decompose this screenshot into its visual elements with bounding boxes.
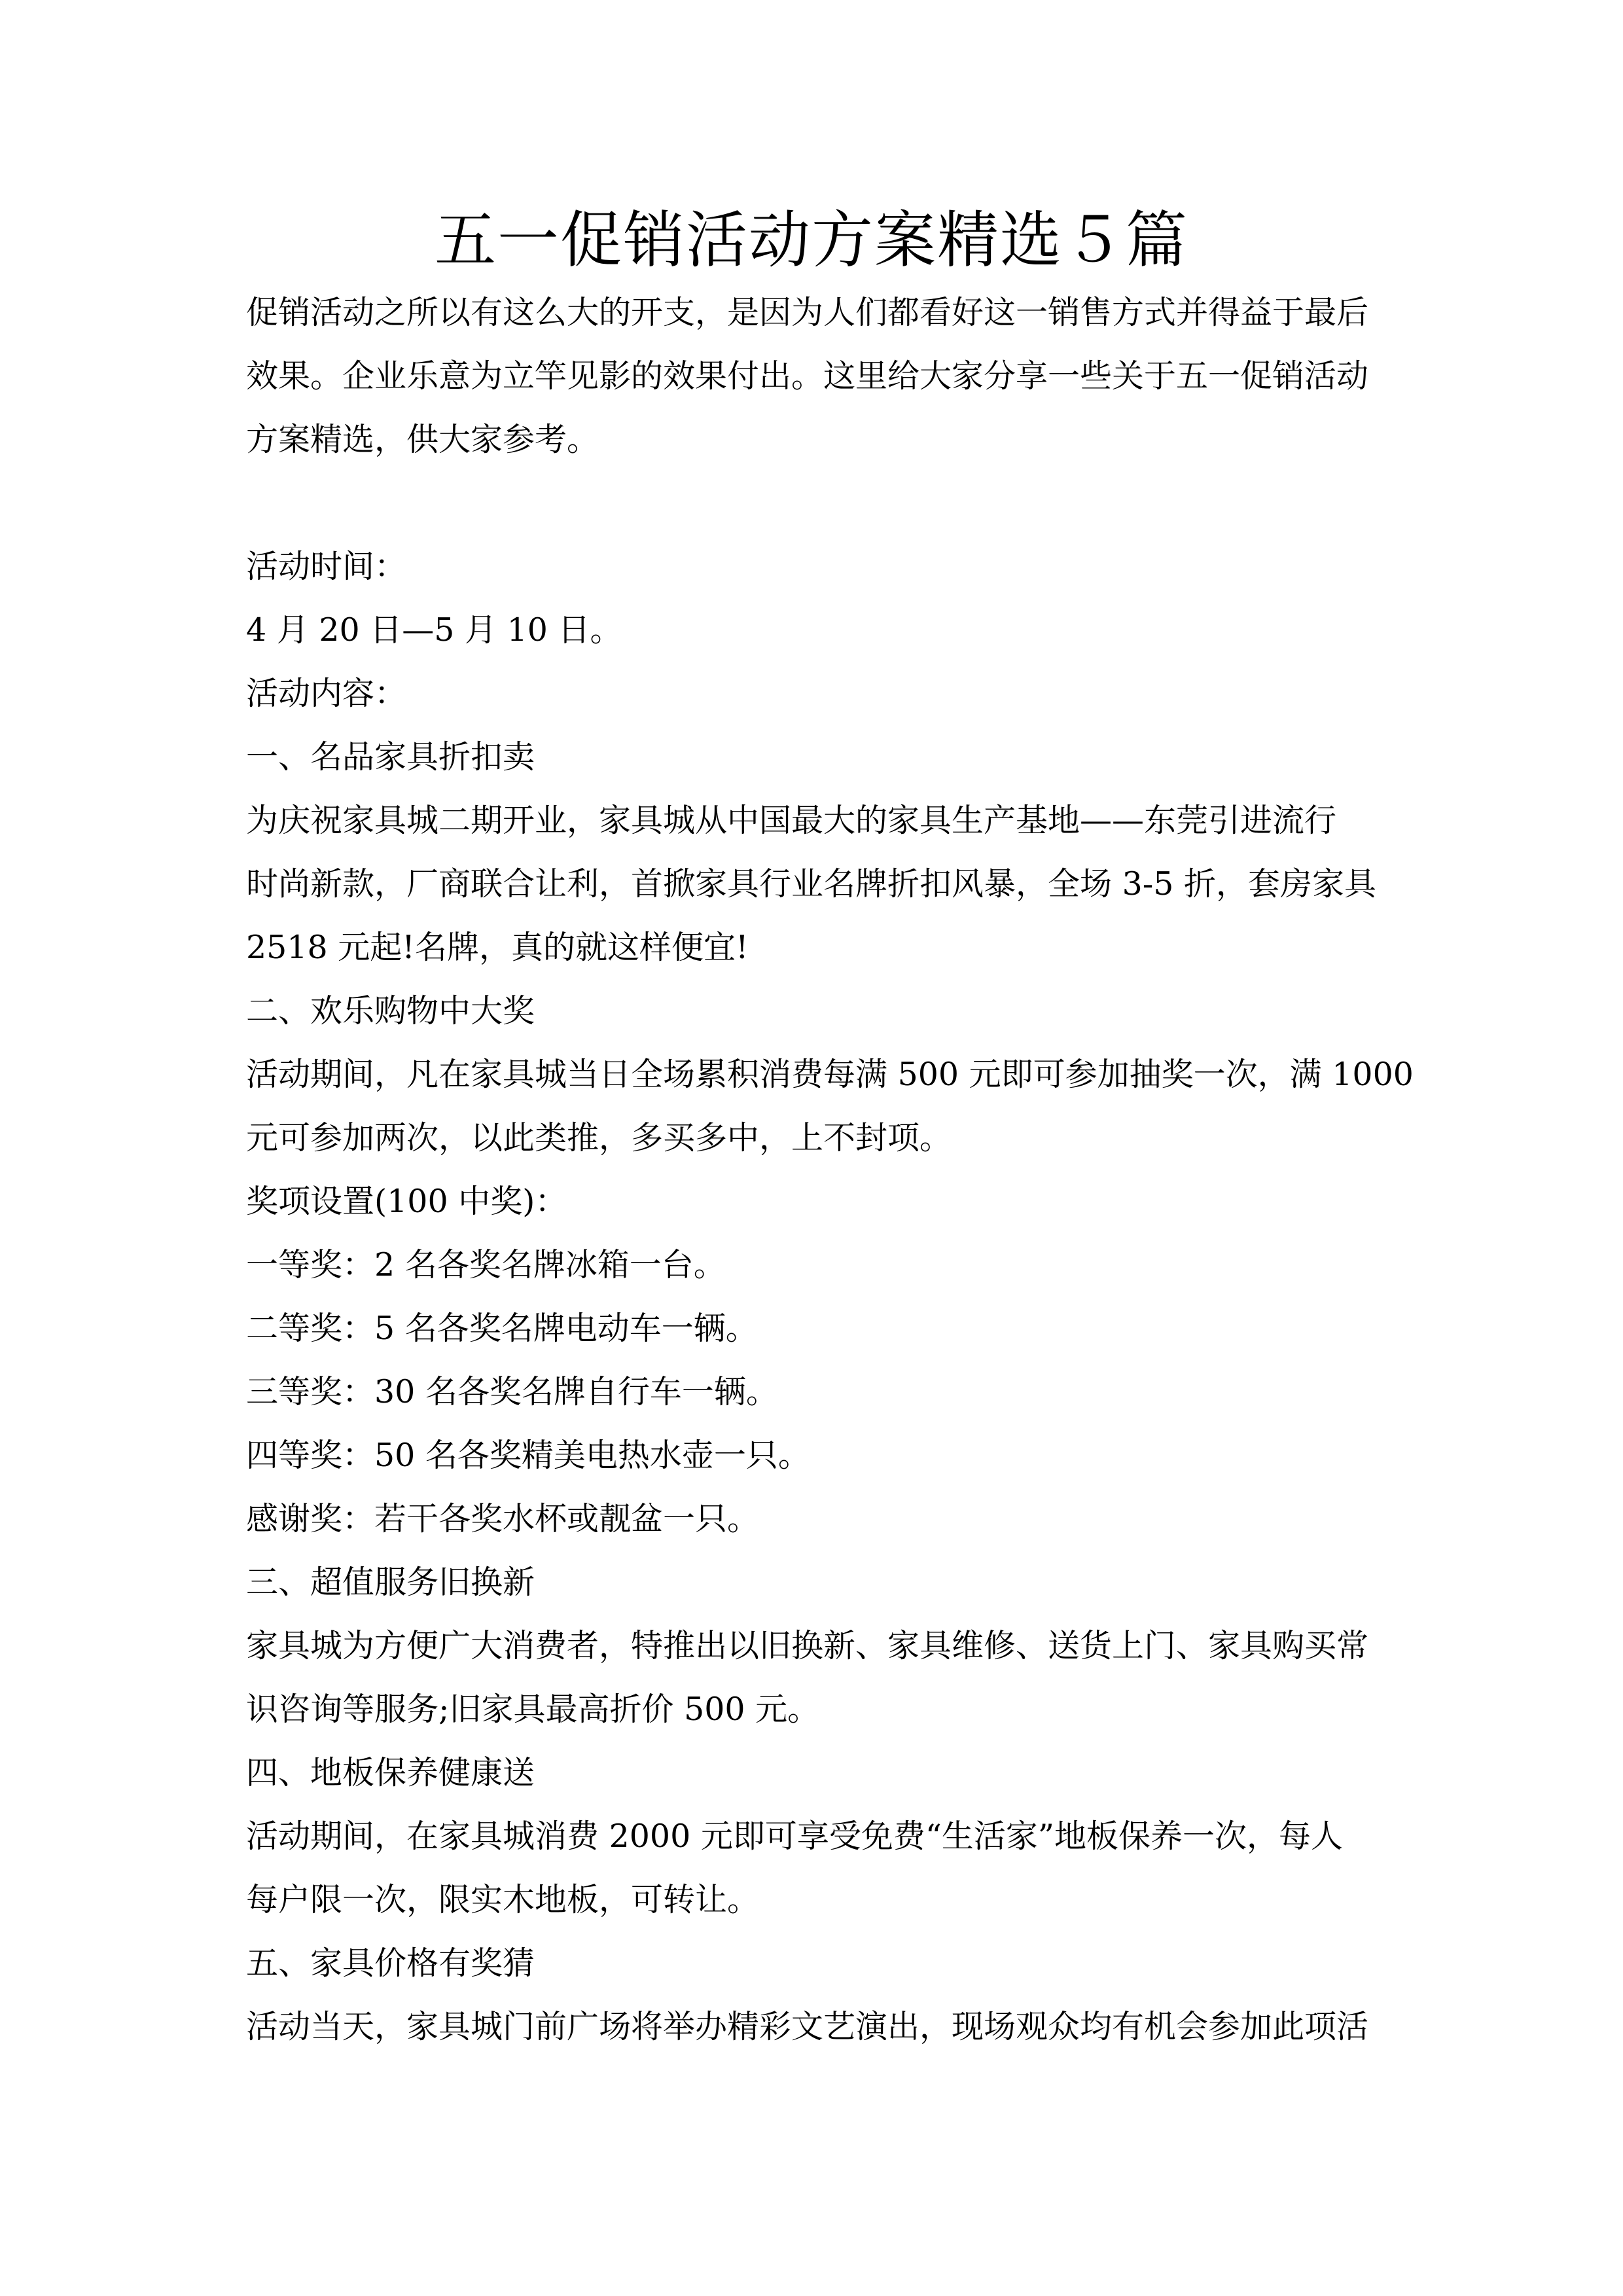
section-1-line-3: 2518 元起!名牌，真的就这样便宜! [246, 929, 749, 966]
section-3-line-2: 识咨询等服务;旧家具最高折价 500 元。 [246, 1691, 820, 1728]
section-2-line-1: 活动期间，凡在家具城当日全场累积消费每满 500 元即可参加抽奖一次，满 1000 [246, 1056, 1414, 1093]
prize-second: 二等奖：5 名各奖名牌电动车一辆。 [246, 1310, 758, 1347]
prize-first: 一等奖：2 名各奖名牌冰箱一台。 [246, 1246, 726, 1283]
section-heading-5: 五、家具价格有奖猜 [246, 1945, 535, 1982]
section-heading-4: 四、地板保养健康送 [246, 1754, 535, 1791]
section-heading-1: 一、名品家具折扣卖 [246, 738, 535, 776]
activity-time-value: 4 月 20 日—5 月 10 日。 [246, 611, 622, 649]
prize-thanks: 感谢奖：若干各奖水杯或靓盆一只。 [246, 1500, 760, 1537]
section-3-line-1: 家具城为方便广大消费者，特推出以旧换新、家具维修、送货上门、家具购买常 [246, 1627, 1369, 1664]
activity-content-label: 活动内容： [246, 675, 407, 712]
section-1-line-2: 时尚新款，厂商联合让利，首掀家具行业名牌折扣风暴，全场 3-5 折，套房家具 [246, 865, 1377, 903]
section-1-line-1: 为庆祝家具城二期开业，家具城从中国最大的家具生产基地——东莞引进流行 [246, 802, 1337, 839]
intro-line-1: 促销活动之所以有这么大的开支，是因为人们都看好这一销售方式并得益于最后 [246, 294, 1369, 331]
intro-line-2: 效果。企业乐意为立竿见影的效果付出。这里给大家分享一些关于五一促销活动 [246, 357, 1369, 395]
section-5-line-1: 活动当天，家具城门前广场将举办精彩文艺演出，现场观众均有机会参加此项活 [246, 2008, 1369, 2045]
section-2-line-2: 元可参加两次，以此类推，多买多中，上不封项。 [246, 1119, 952, 1157]
section-4-line-2: 每户限一次，限实木地板，可转让。 [246, 1881, 760, 1918]
section-heading-3: 三、超值服务旧换新 [246, 1564, 535, 1601]
intro-line-3: 方案精选，供大家参考。 [246, 421, 599, 458]
prize-setup-label: 奖项设置(100 中奖)： [246, 1183, 567, 1220]
section-heading-2: 二、欢乐购物中大奖 [246, 992, 535, 1030]
document-title: 五一促销活动方案精选５篇 [434, 205, 1188, 276]
prize-fourth: 四等奖：50 名各奖精美电热水壶一只。 [246, 1437, 810, 1474]
section-4-line-1: 活动期间，在家具城消费 2000 元即可享受免费“生活家”地板保养一次，每人 [246, 1818, 1343, 1855]
prize-third: 三等奖：30 名各奖名牌自行车一辆。 [246, 1373, 778, 1410]
blank-line [246, 471, 1382, 535]
activity-time-label: 活动时间： [246, 548, 407, 585]
document-body [246, 281, 1414, 2058]
